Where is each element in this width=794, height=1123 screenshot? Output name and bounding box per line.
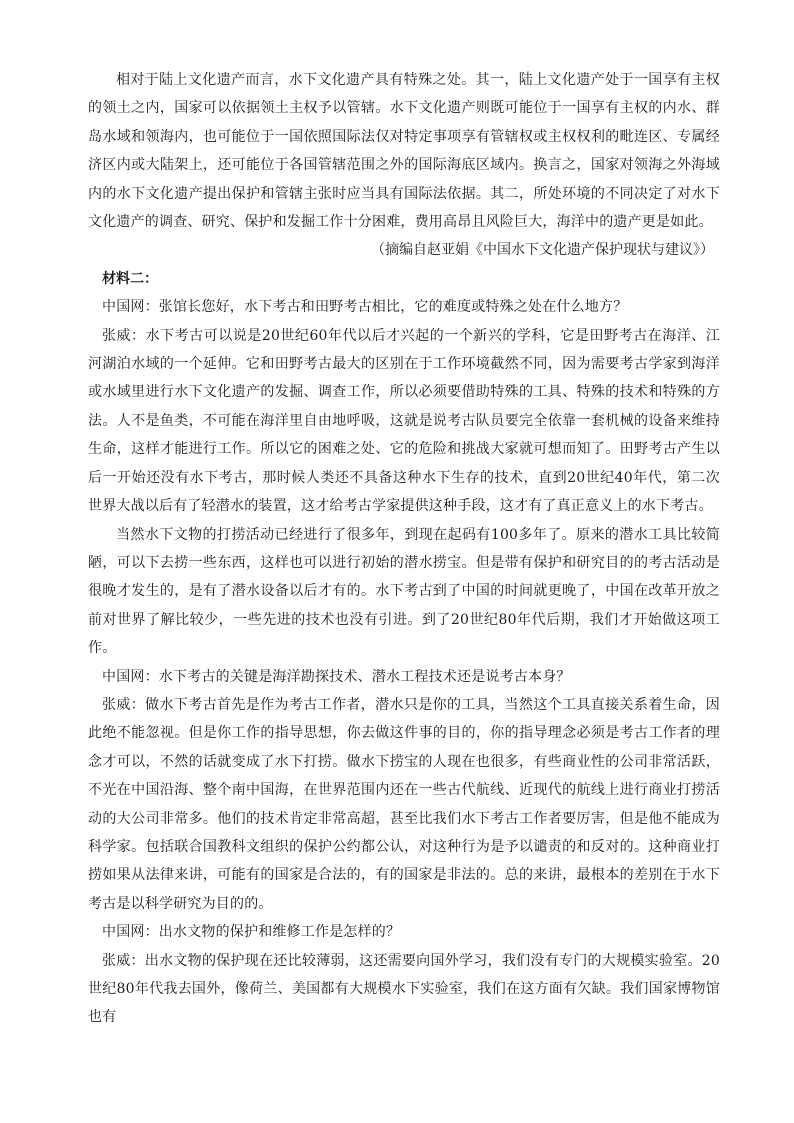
interview-question-1: 中国网：张馆长您好，水下考古和田野考古相比，它的难度或特殊之处在什么地方？ [102, 299, 628, 316]
interview-answer-1-continued: 当然水下文物的打捞活动已经进行了很多年，到现在起码有100多年了。原来的潜水工具比较简陋，可以下去捞一些东西，这样也可以进行初始的潜水捞宝。但是带有保护和研究目的的考古活动是很晚才发生的，是有了潜水设备以后才有的。水下考古到了中国的时间就更晚了，中国在改革开放之前对世界了解比较少，一些先进的技术也没有引进。到了20世纪80年代后期，我们才开始做这项工作。 [88, 526, 720, 657]
interview-question-3: 中国网：出水文物的保护和维修工作是怎样的？ [102, 924, 401, 941]
interview-answer-2: 张威：做水下考古首先是作为考古工作者，潜水只是你的工具，当然这个工具直接关系着生命，因此绝不能忽视。但是你工作的指导思想，你去做这件事的目的，你的指导理念必须是考古工作者的理念才可以，不然的话就变成了水下打捞。做水下捞宝的人现在也很多，有些商业性的公司非常活跃，不光在中国沿海、整个南中国海，在世界范围内还在一些古代航线、近现代的航线上进行商业打捞活动的大公司非常多。他们的技术肯定非常高超，甚至比我们水下考古工作者要厉害，但是他不能成为科学家。包括联合国教科文组织的保护公约都公认，对这种行为是予以谴责的和反对的。这种商业打捞如果从法律来讲，可能有的国家是合法的，有的国家是非法的。总的来讲，最根本的差别在于水下考古是以科学研究为目的的。 [88, 696, 720, 912]
paragraph-heritage-intro: 相对于陆上文化遗产而言，水下文化遗产具有特殊之处。其一，陆上文化遗产处于一国享有主权的领土之内，国家可以依据领土主权予以管辖。水下文化遗产则既可能位于一国享有主权的内水、群岛水域和领海内，也可能位于一国依照国际法仅对特定事项享有管辖权或主权权利的毗连区、专属经济区内或大陆架上，还可能位于各国管辖范围之外的国际海底区域内。换言之，国家对领海之外海域内的水下文化遗产提出保护和管辖主张时应当具有国际法依据。其二，所处环境的不同决定了对水下文化遗产的调查、研究、保护和发掘工作十分困难，费用高昂且风险巨大，海洋中的遗产更是如此。 [88, 72, 720, 231]
interview-answer-3: 张威：出水文物的保护现在还比较薄弱，这还需要向国外学习，我们没有专门的大规模实验室。20世纪80年代我去国外，像荷兰、美国都有大规模水下实验室，我们在这方面有欠缺。我们国家博物馆也有 [88, 952, 720, 1026]
document-page [88, 66, 720, 1032]
source-citation: （摘编自赵亚娟《中国水下文化遗产保护现状与建议》） [371, 242, 714, 259]
section-heading-material-two: 材料二： [102, 270, 158, 287]
interview-answer-1: 张威：水下考古可以说是20世纪60年代以后才兴起的一个新兴的学科，它是田野考古在海洋、江河湖泊水域的一个延伸。它和田野考古最大的区别在于工作环境截然不同，因为需要考古学家到海洋或水域里进行水下文化遗产的发掘、调查工作，所以必须要借助特殊的工具、特殊的技术和特殊的方法。人不是鱼类，不可能在海洋里自由地呼吸，这就是说考古队员要完全依靠一套机械的设备来维持生命，这样才能进行工作。所以它的困难之处、它的危险和挑战大家就可想而知了。田野考古产生以后一开始还没有水下考古，那时候人类还不具备这种水下生存的技术，直到20世纪40年代，第二次世界大战以后有了轻潜水的装置，这才给考古学家提供这种手段，这才有了真正意义上的水下考古。 [88, 327, 720, 515]
interview-question-2: 中国网：水下考古的关键是海洋勘探技术、潜水工程技术还是说考古本身？ [102, 668, 571, 685]
